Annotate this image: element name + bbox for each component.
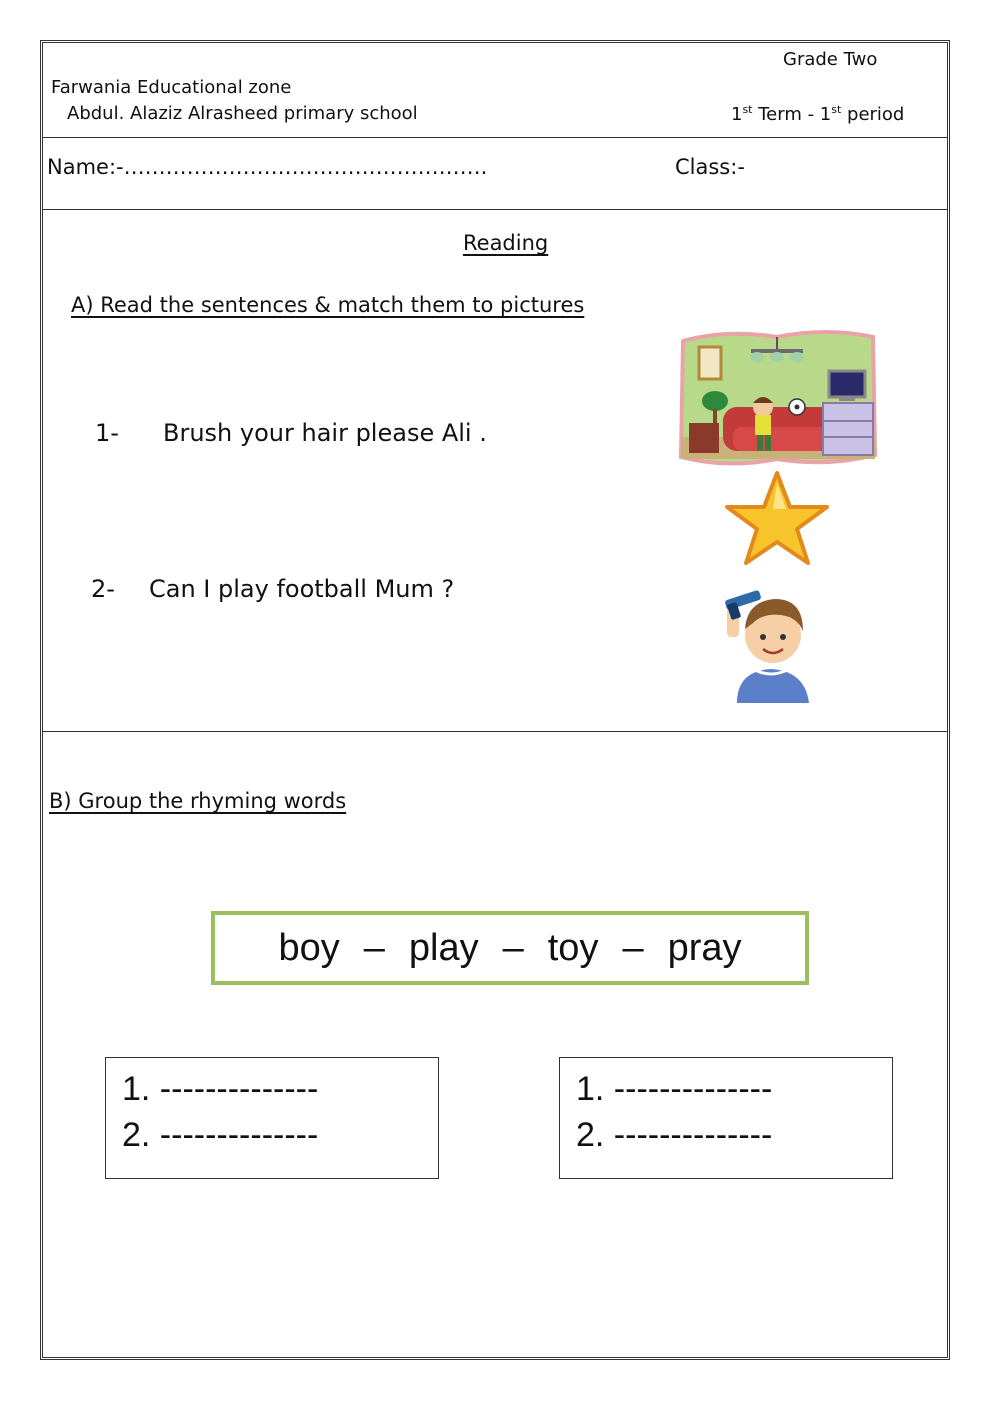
word-pray: pray: [667, 926, 742, 969]
grade-label: Grade Two: [783, 49, 878, 70]
sentence-2-text: Can I play football Mum ?: [149, 575, 455, 603]
answer-line-2[interactable]: 2. --------------: [122, 1116, 319, 1154]
worksheet-page: [40, 40, 950, 1360]
section-b-instruction: B) Group the rhyming words: [49, 789, 347, 813]
sentence-1-text: Brush your hair please Ali .: [163, 419, 487, 447]
class-field[interactable]: Class:-: [675, 155, 745, 179]
answer-line-2[interactable]: 2. --------------: [576, 1116, 773, 1154]
zone-label: Farwania Educational zone: [51, 77, 292, 98]
term-number: 1: [731, 104, 743, 125]
period-suffix: st: [831, 103, 842, 116]
word-boy: boy: [278, 926, 340, 969]
term-suffix: st: [742, 103, 753, 116]
answer-line-1[interactable]: 1. --------------: [576, 1070, 773, 1108]
school-label: Abdul. Alaziz Alrasheed primary school: [67, 103, 418, 124]
word-play: play: [408, 926, 479, 969]
living-room-picture[interactable]: [677, 327, 879, 469]
name-divider: [43, 209, 947, 210]
boy-brushing-hair-picture[interactable]: [723, 577, 819, 705]
word-separator: –: [363, 926, 385, 969]
header-divider: [43, 137, 947, 138]
reading-divider: [43, 731, 947, 732]
answer-line-1[interactable]: 1. --------------: [122, 1070, 319, 1108]
section-a-instruction: A) Read the sentences & match them to pictures: [71, 293, 585, 317]
answer-box-left[interactable]: [105, 1057, 439, 1179]
term-word: Term -: [752, 104, 820, 125]
word-separator: –: [622, 926, 644, 969]
period-number: 1: [819, 104, 832, 125]
name-field[interactable]: Name:-…………………………………………….: [47, 155, 488, 179]
sentence-2-number: 2-: [91, 575, 115, 603]
star-picture[interactable]: [721, 469, 833, 567]
answer-box-right[interactable]: [559, 1057, 893, 1179]
sentence-1-number: 1-: [95, 419, 119, 447]
rhyming-word-bank: [211, 911, 809, 985]
word-toy: toy: [547, 926, 599, 969]
term-label: [731, 103, 904, 125]
reading-title: Reading: [463, 231, 549, 255]
word-separator: –: [502, 926, 524, 969]
period-word: period: [841, 104, 905, 125]
